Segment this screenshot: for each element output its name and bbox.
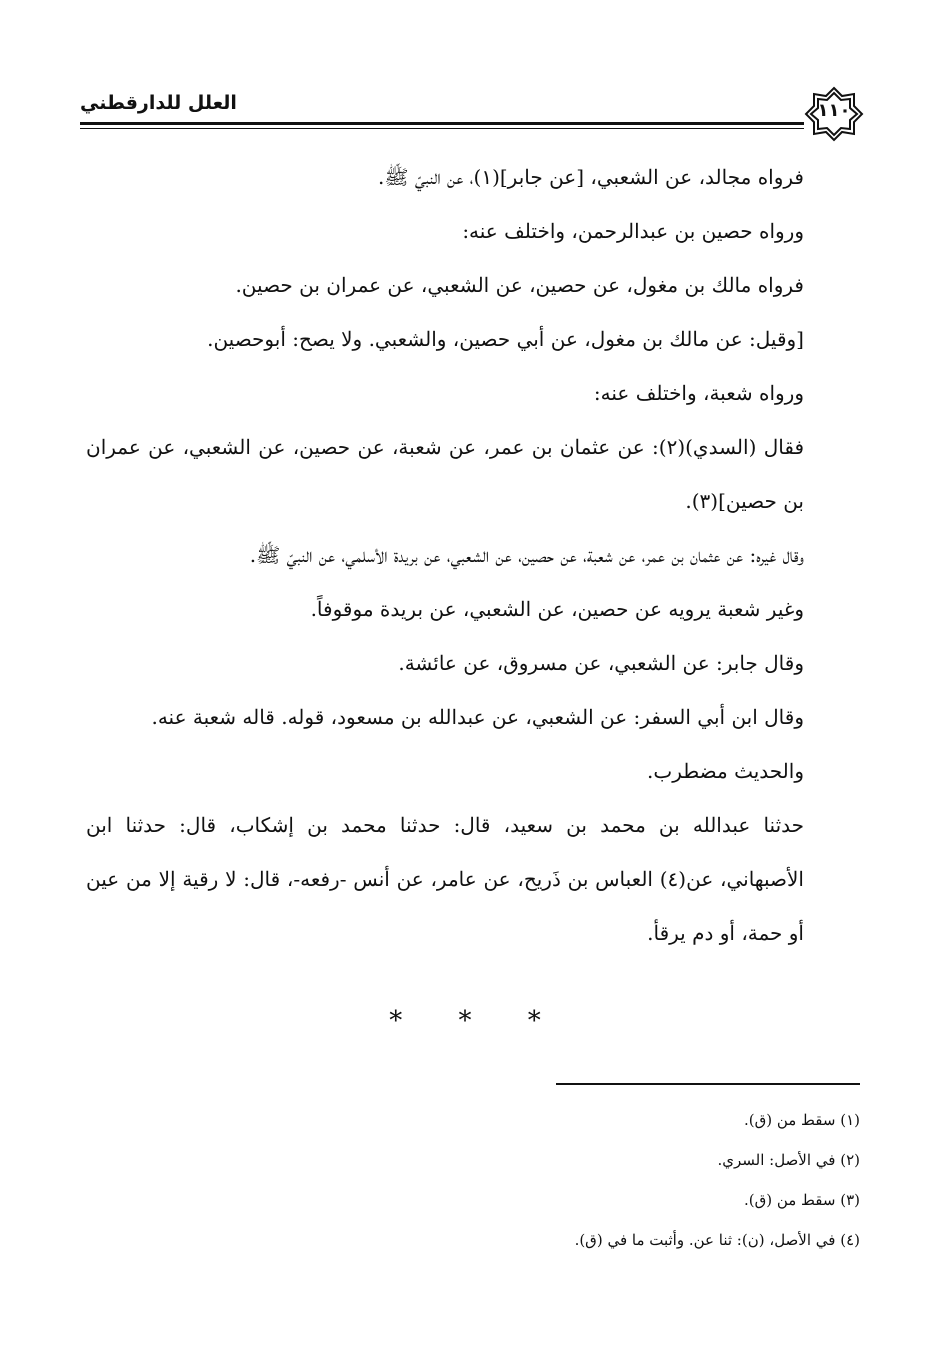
paragraph: وقال ابن أبي السفر: عن الشعبي، عن عبدالله بن مسعود، قوله. قاله شعبة عنه. <box>151 705 804 729</box>
paragraph: [وقيل: عن مالك بن مغول، عن أبي حصين، والشعبي. ولا يصح: أبوحصين. <box>207 327 804 351</box>
footnotes <box>300 1100 860 1260</box>
footnote-rule <box>556 1083 860 1085</box>
section-separator: * * * <box>389 1006 541 1036</box>
page-number: ١١٠ <box>817 100 851 121</box>
running-title: العلل للدارقطني <box>80 92 237 114</box>
paragraph: ورواه شعبة، واختلف عنه: <box>593 381 804 405</box>
paragraph: فقال (السدي)(٢): عن عثمان بن عمر، عن شعبة، عن حصين، عن الشعبي، عن عمران بن حصين](٣). <box>86 435 805 513</box>
paragraph: حدثنا عبدالله بن محمد بن سعيد، قال: حدثنا محمد بن إشكاب، قال: حدثنا ابن الأصبهاني، عن(٤) العباس بن ذَريح، عن عامر، عن أنس -رفعه-، قال: لا رقية إلا من عين أو حمة، أو دم يرقأ. <box>86 813 804 945</box>
header-rule-thick <box>80 122 804 125</box>
footnote: (٣) سقط من (ق). <box>743 1191 860 1209</box>
paragraph: فرواه مالك بن مغول، عن حصين، عن الشعبي، عن عمران بن حصين. <box>235 273 804 297</box>
paragraph: وقال جابر: عن الشعبي، عن مسروق، عن عائشة. <box>398 651 804 675</box>
paragraph: ورواه حصين بن عبدالرحمن، واختلف عنه: <box>462 219 804 243</box>
paragraph: وقال غيره: عن عثمان بن عمر، عن شعبة، عن حصين، عن الشعبي، عن بريدة الأسلمي، عن النبيّ ﷺ. <box>249 543 804 567</box>
paragraph: والحديث مضطرب. <box>647 759 804 783</box>
main-text <box>86 150 862 960</box>
footnote: (٢) في الأصل: السري. <box>717 1151 860 1169</box>
page-number-badge <box>804 86 864 142</box>
footnote: (٤) في الأصل، (ن): ثنا عن. وأثبت ما في (ق). <box>574 1231 860 1249</box>
header-rule-thin <box>80 128 804 129</box>
footnote: (١) سقط من (ق). <box>743 1111 860 1129</box>
paragraph: وغير شعبة يرويه عن حصين، عن الشعبي، عن بريدة موقوفاً. <box>310 597 804 621</box>
page-header <box>80 86 864 142</box>
paragraph: فرواه مجالد، عن الشعبي، [عن جابر](١)، عن النبيّ ﷺ. <box>378 165 804 189</box>
